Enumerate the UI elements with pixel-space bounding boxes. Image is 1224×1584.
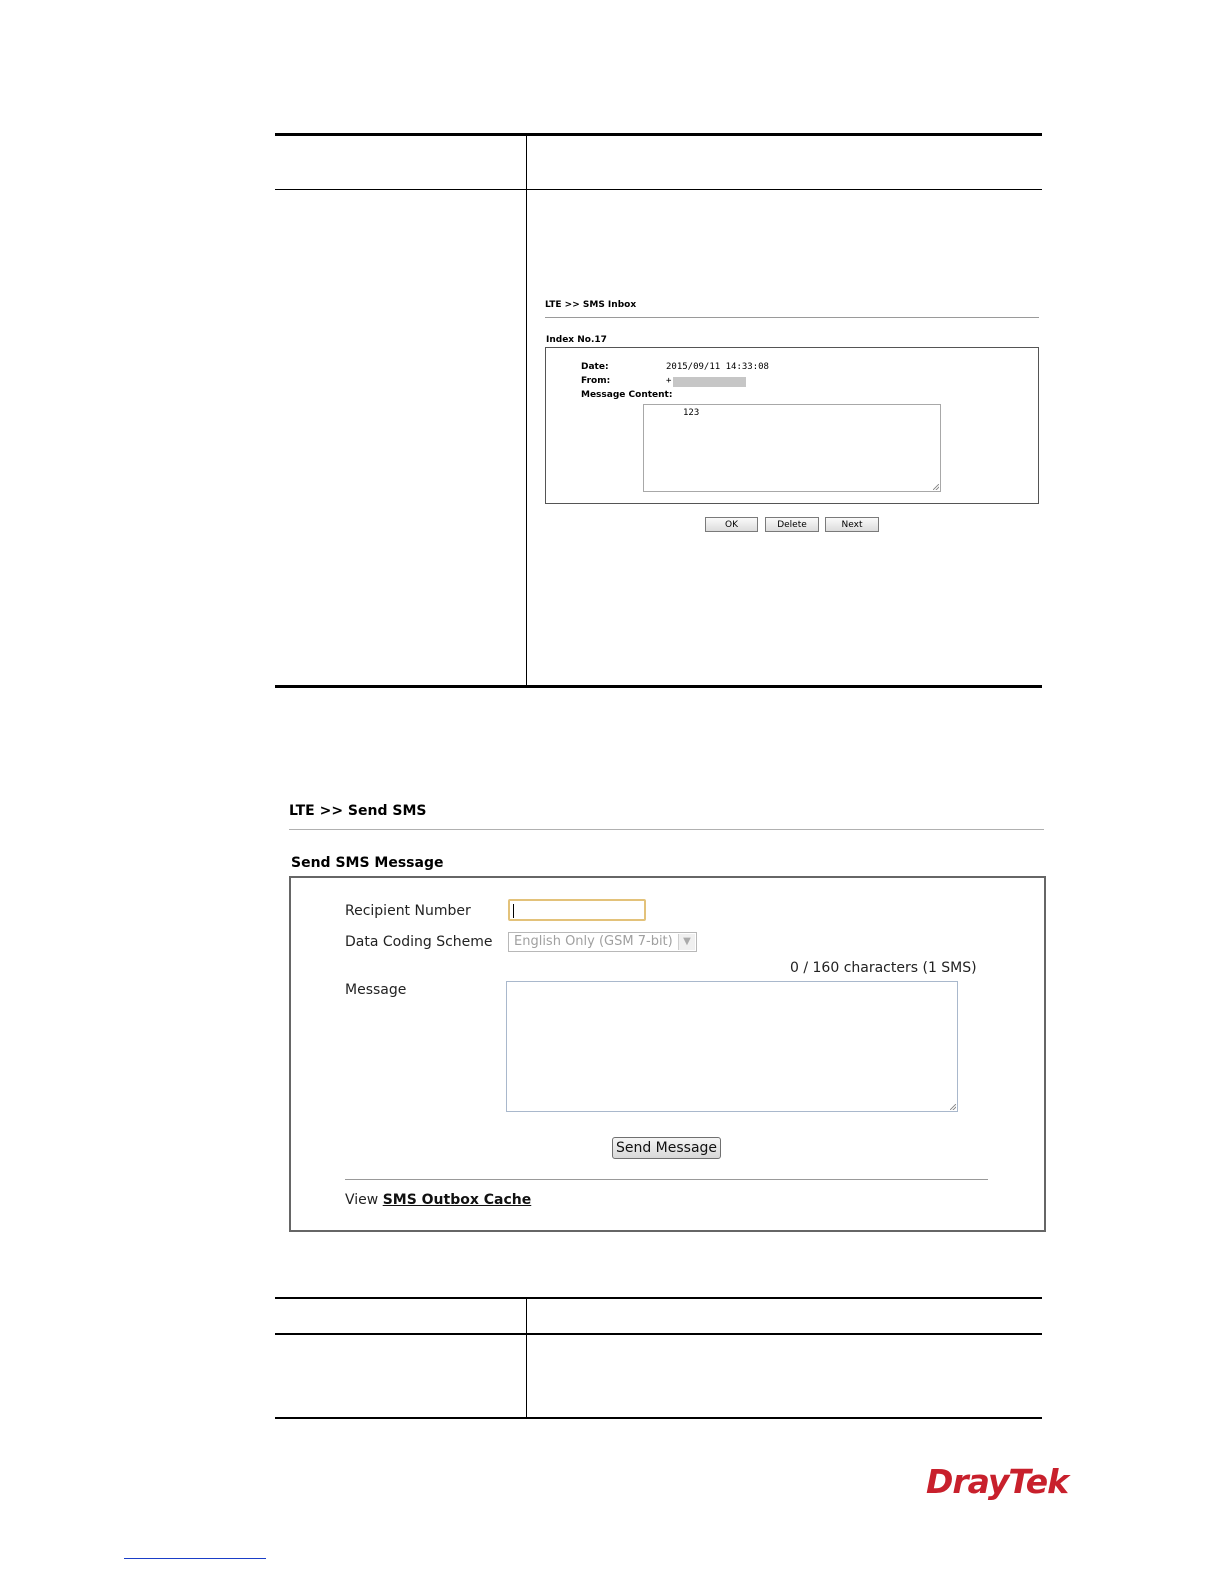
- send-section-title: Send SMS Message: [291, 855, 444, 871]
- view-prefix: View: [345, 1192, 379, 1208]
- message-label: Message: [345, 982, 407, 998]
- table-bottom-rule: [275, 685, 1042, 688]
- date-label: Date:: [581, 362, 609, 372]
- send-message-button[interactable]: Send Message: [612, 1137, 721, 1159]
- delete-button[interactable]: Delete: [765, 517, 819, 532]
- send-breadcrumb-divider: [289, 829, 1044, 830]
- coding-scheme-label: Data Coding Scheme: [345, 934, 493, 950]
- inbox-breadcrumb-divider: [545, 317, 1039, 318]
- footer-rule: [124, 1558, 266, 1559]
- table-top-rule: [275, 133, 1042, 136]
- table-column-divider: [526, 136, 527, 686]
- bottom-table-column-divider: [526, 1299, 527, 1418]
- redacted-phone-number: [673, 377, 746, 387]
- date-value: 2015/09/11 14:33:08: [666, 362, 769, 372]
- resize-grip-icon[interactable]: [950, 1104, 956, 1110]
- message-textarea[interactable]: [506, 981, 958, 1112]
- table-header-rule: [275, 189, 1042, 190]
- bottom-table-top-rule: [275, 1297, 1042, 1299]
- message-content-text: 123: [683, 408, 700, 418]
- outbox-link-row: [345, 1192, 531, 1208]
- draytek-logo: DrayTek: [926, 1462, 1069, 1501]
- next-button[interactable]: Next: [825, 517, 879, 532]
- bottom-table-bottom-rule: [275, 1417, 1042, 1419]
- send-breadcrumb: LTE >> Send SMS: [289, 803, 427, 819]
- ok-button[interactable]: OK: [705, 517, 758, 532]
- coding-scheme-value: English Only (GSM 7-bit): [514, 934, 673, 949]
- send-panel-divider: [345, 1179, 988, 1180]
- from-label: From:: [581, 376, 611, 386]
- text-cursor: [513, 904, 514, 918]
- inbox-breadcrumb: LTE >> SMS Inbox: [545, 300, 637, 310]
- recipient-label: Recipient Number: [345, 903, 471, 919]
- chevron-down-icon[interactable]: ▼: [678, 934, 695, 950]
- bottom-table-header-rule: [275, 1333, 1042, 1335]
- character-counter: 0 / 160 characters (1 SMS): [790, 960, 977, 976]
- from-value: +: [666, 376, 672, 386]
- resize-grip-icon[interactable]: [933, 484, 939, 490]
- message-content-textarea[interactable]: [643, 404, 941, 492]
- recipient-number-input[interactable]: [508, 899, 646, 921]
- sms-outbox-cache-link[interactable]: SMS Outbox Cache: [382, 1192, 532, 1208]
- inbox-index-title: Index No.17: [546, 335, 607, 345]
- message-content-label: Message Content:: [581, 390, 673, 400]
- coding-scheme-select[interactable]: [508, 932, 697, 952]
